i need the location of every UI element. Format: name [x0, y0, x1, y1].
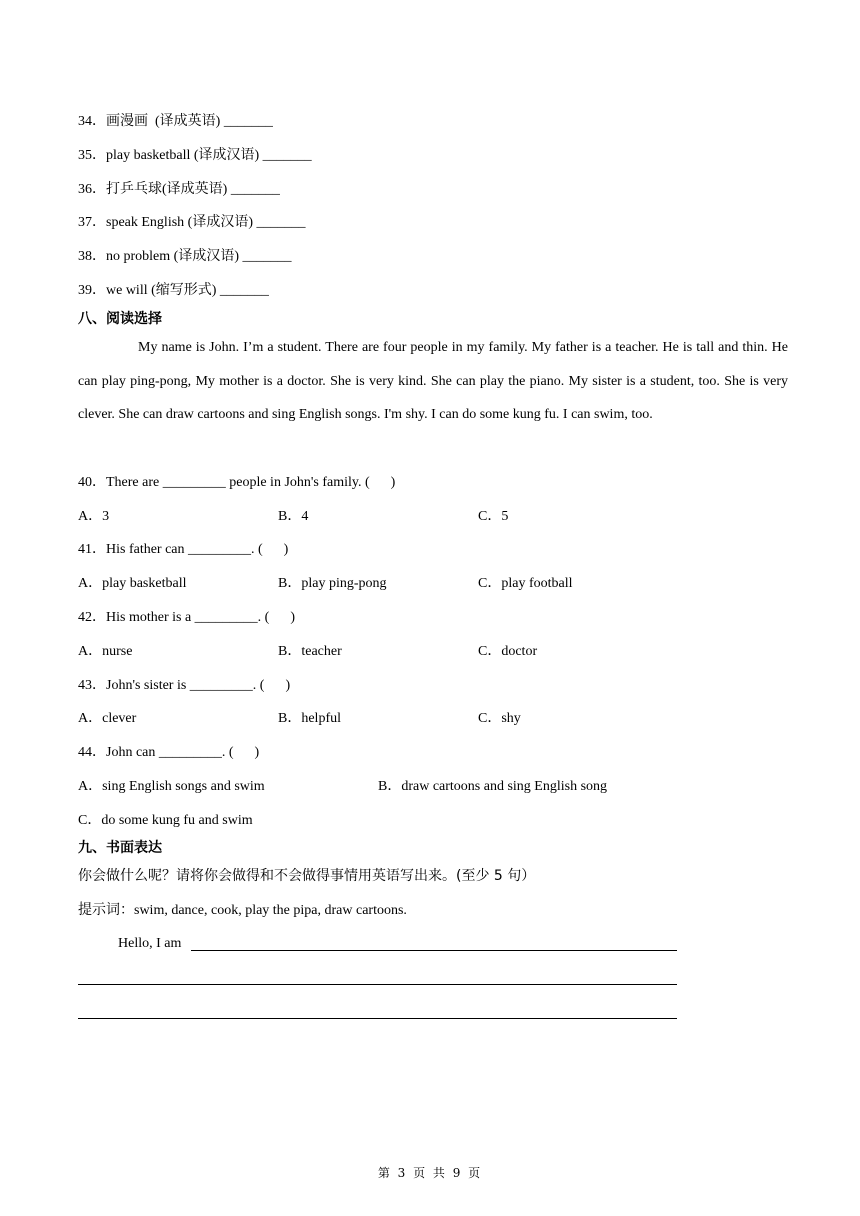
question-44-option-b: B．draw cartoons and sing English song — [378, 779, 608, 794]
writing-answer-line-1[interactable] — [191, 950, 677, 951]
reading-passage: My name is John. I’m a student. There are four people in my family. My father is a teacher. He is tall and thin. He can play ping-pong, My mother is a doctor. She is very kind. She can play the piano. My sister is a student, too. She is very clever. She can draw cartoons and sing English songs. I'm shy. I can do some kung fu. I can swim, too. — [78, 340, 788, 422]
writing-prompt: 你会做什么呢？请将你会做得和不会做得事情用英语写出来。(至少 5 句） — [78, 868, 536, 884]
question-43-option-a: A．clever — [78, 711, 137, 726]
question-42-option-b: B．teacher — [278, 644, 342, 659]
question-44-option-c: C．do some kung fu and swim — [78, 813, 253, 828]
question-36: 36．打乒乓球(译成英语) _______ — [78, 182, 280, 197]
question-43-option-b: B．helpful — [278, 711, 341, 726]
question-40-stem: 40．There are _________ people in John's family. ( ) — [78, 475, 396, 490]
question-38: 38．no problem (译成汉语) _______ — [78, 249, 292, 264]
question-42-stem: 42．His mother is a _________. ( ) — [78, 610, 295, 625]
question-41-stem: 41．His father can _________. ( ) — [78, 542, 289, 557]
question-43-option-c: C．shy — [478, 711, 521, 726]
question-41-option-c: C．play football — [478, 576, 573, 591]
question-42-option-c: C．doctor — [478, 644, 538, 659]
question-37: 37．speak English (译成汉语) _______ — [78, 215, 306, 230]
question-44-option-a: A．sing English songs and swim — [78, 779, 265, 794]
question-35: 35．play basketball (译成汉语) _______ — [78, 148, 312, 163]
question-34: 34．画漫画 (译成英语) _______ — [78, 114, 273, 129]
writing-answer-line-2[interactable] — [78, 984, 677, 985]
writing-hint: 提示词：swim, dance, cook, play the pipa, draw cartoons. — [78, 903, 407, 918]
question-41-option-b: B．play ping-pong — [278, 576, 387, 591]
question-40-option-a: A．3 — [78, 509, 110, 524]
writing-starter: Hello, I am — [118, 936, 182, 951]
question-40-option-b: B．4 — [278, 509, 309, 524]
reading-section-heading: 八、阅读选择 — [78, 311, 162, 327]
question-41-option-a: A．play basketball — [78, 576, 187, 591]
question-44-stem: 44．John can _________. ( ) — [78, 745, 260, 760]
page-number: 第 3 页 共 9 页 — [377, 1166, 483, 1180]
writing-answer-line-3[interactable] — [78, 1018, 677, 1019]
question-42-option-a: A．nurse — [78, 644, 133, 659]
question-40-option-c: C．5 — [478, 509, 509, 524]
question-43-stem: 43．John's sister is _________. ( ) — [78, 678, 291, 693]
question-39: 39．we will (缩写形式) _______ — [78, 283, 269, 298]
writing-section-heading: 九、书面表达 — [78, 840, 162, 856]
